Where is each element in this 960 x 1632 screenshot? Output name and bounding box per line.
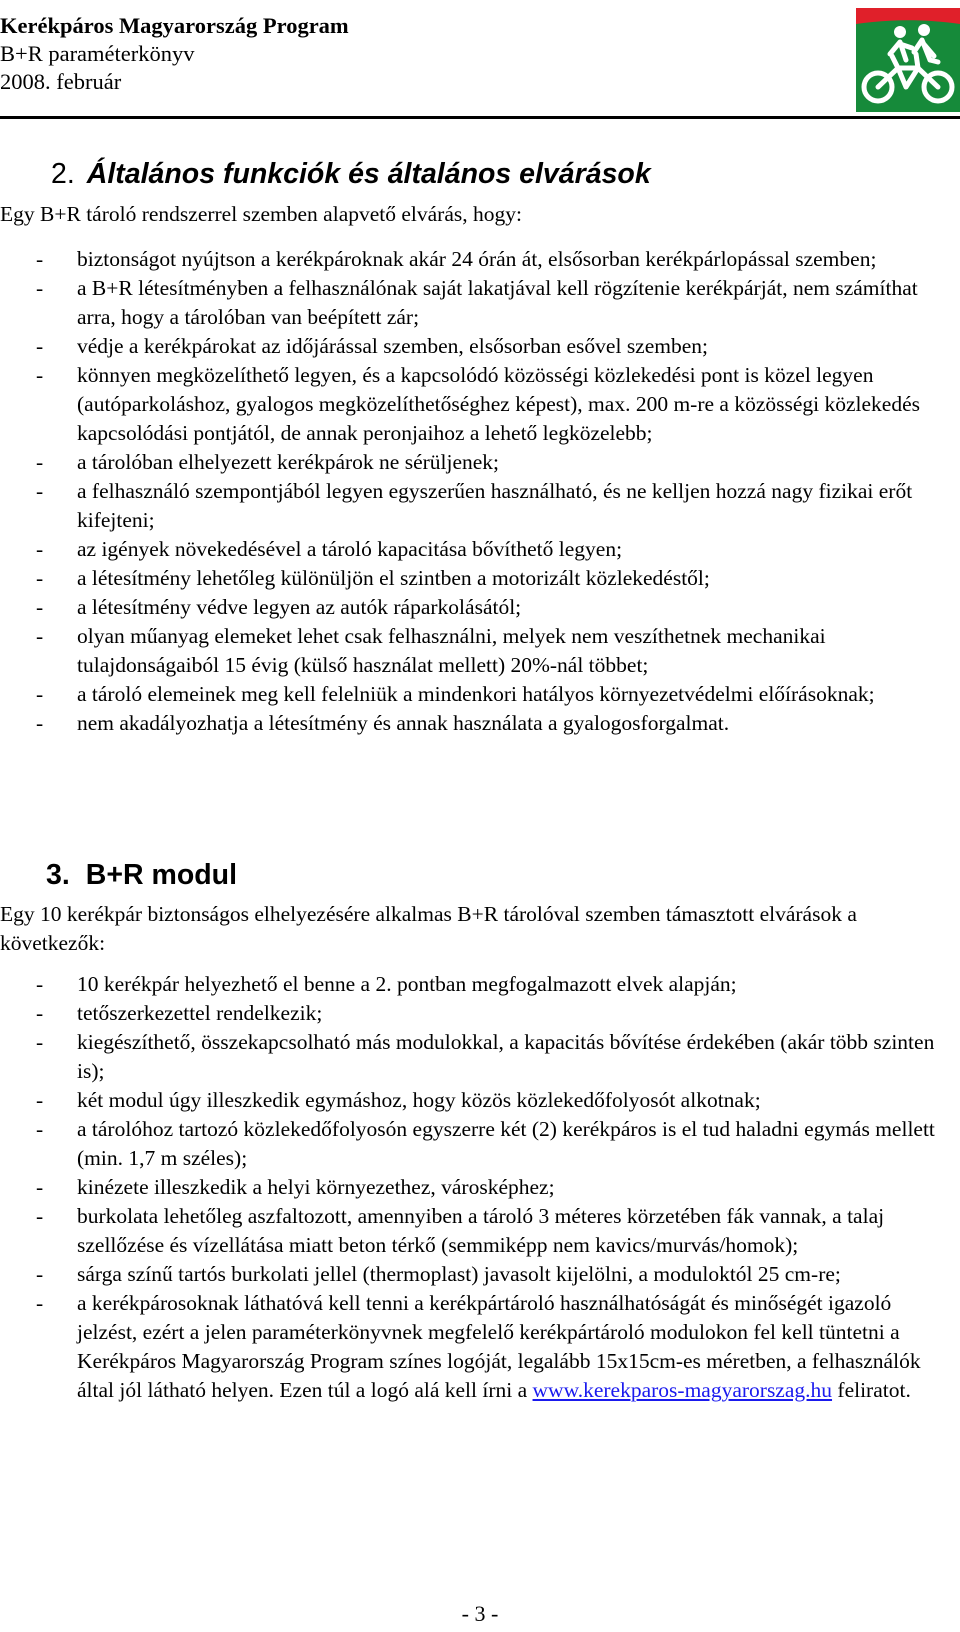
- header-date: 2008. február: [0, 69, 122, 94]
- list-item: - az igények növekedésével a tároló kapacitása bővíthető legyen;: [36, 537, 623, 561]
- list-item: - a kerékpárosoknak láthatóvá kell tenni a kerékpártároló használhatóságát és minőségét igazoló jelzést, ezért a jelen paraméterkönyvnek megfelelő kerékpártároló modulokon fel kell tüntetni a Kerékpáros Magyarország Program színes logóját, legalább 15x15cm-es méretben, a felhasználók által jól látható helyen. Ezen túl a logó alá kell írni a www.kerekparos-magyarorszag.hu feliratot.: [36, 1291, 921, 1402]
- header-title: Kerékpáros Magyarország Program: [0, 13, 349, 38]
- list-item: - sárga színű tartós burkolati jellel (thermoplast) javasolt kijelölni, a moduloktól 25 cm-re;: [36, 1262, 841, 1286]
- section-3-heading: [46, 857, 237, 893]
- section-3-number: 3.: [46, 859, 70, 891]
- list-item: - a tárolóban elhelyezett kerékpárok ne sérüljenek;: [36, 450, 500, 474]
- list-item: - biztonságot nyújtson a kerékpároknak akár 24 órán át, elsősorban kerékpárlopással szemben;: [36, 247, 877, 271]
- list-item: - kinézete illeszkedik a helyi környezethez, városképhez;: [36, 1175, 555, 1199]
- list-item: - könnyen megközelíthető legyen, és a kapcsolódó közösségi közlekedési pont is közel legyen (autóparkoláshoz, gyalogos megközelíthetőséghez képest), max. 200 m-re a közösségi közlekedés kapcsolódási pontjától, de annak peronjaihoz a lehető legközelebb;: [36, 363, 921, 445]
- section-2-heading: [51, 156, 651, 192]
- list-item: - burkolata lehetőleg aszfaltozott, amennyiben a tároló 3 méteres körzetében fák vannak, a talaj szellőzése és vízellátása miatt beton térkő (semmiképp nem kavics/murvás/homok);: [36, 1204, 885, 1257]
- list-item: - a létesítmény védve legyen az autók ráparkolásától;: [36, 595, 522, 619]
- section-3-intro: Egy 10 kerékpár biztonságos elhelyezésére alkalmas B+R tárolóval szemben támasztott elvárások a következők:: [0, 902, 857, 955]
- list-item: - védje a kerékpárokat az időjárással szemben, elsősorban esővel szemben;: [36, 334, 709, 358]
- header-subtitle: B+R paraméterkönyv: [0, 41, 195, 66]
- list-item: - tetőszerkezettel rendelkezik;: [36, 1001, 323, 1025]
- section-2-number: 2.: [51, 158, 75, 190]
- section-2-list: [0, 245, 955, 738]
- list-item: - kiegészíthető, összekapcsolható más modulokkal, a kapacitás bővítése érdekében (akár több szinten is);: [36, 1030, 935, 1083]
- list-item: - a létesítmény lehetőleg különüljön el szintben a motorizált közlekedéstől;: [36, 566, 710, 590]
- section-3-list: [0, 970, 955, 1405]
- list-item: - a felhasználó szempontjából legyen egyszerűen használható, és ne kelljen hozzá nagy fizikai erőt kifejteni;: [36, 479, 913, 532]
- section-3-title: B+R modul: [85, 859, 237, 891]
- list-item: - olyan műanyag elemeket lehet csak felhasználni, melyek nem veszíthetnek mechanikai tulajdonságaiból 15 évig (külső használat mellett) 20%-nál többet;: [36, 624, 826, 677]
- list-item: - a tárolóhoz tartozó közlekedőfolyosón egyszerre két (2) kerékpáros is el tud haladni egymás mellett (min. 1,7 m széles);: [36, 1117, 935, 1170]
- list-item: - a B+R létesítményben a felhasználónak saját lakatjával kell rögzítenie kerékpárját, nem számíthat arra, hogy a tárolóban van beépített zár;: [36, 276, 918, 329]
- list-item: - a tároló elemeinek meg kell felelniük a mindenkori hatályos környezetvédelmi előírásoknak;: [36, 682, 875, 706]
- page-number: - 3 -: [461, 1601, 499, 1626]
- list-item: - 10 kerékpár helyezhető el benne a 2. pontban megfogalmazott elvek alapján;: [36, 972, 737, 996]
- list-item: - két modul úgy illeszkedik egymáshoz, hogy közös közlekedőfolyosót alkotnak;: [36, 1088, 761, 1112]
- list-item: - nem akadályozhatja a létesítmény és annak használata a gyalogosforgalmat.: [36, 711, 730, 735]
- tandem-bicycle-logo-icon: [856, 8, 960, 112]
- section-2-intro: Egy B+R tároló rendszerrel szemben alapvető elvárás, hogy:: [0, 202, 522, 226]
- page-header: [0, 8, 960, 112]
- header-divider: [0, 116, 960, 119]
- website-link[interactable]: www.kerekparos-magyarorszag.hu: [532, 1378, 833, 1402]
- section-2-title: Általános funkciók és általános elvárások: [86, 158, 651, 190]
